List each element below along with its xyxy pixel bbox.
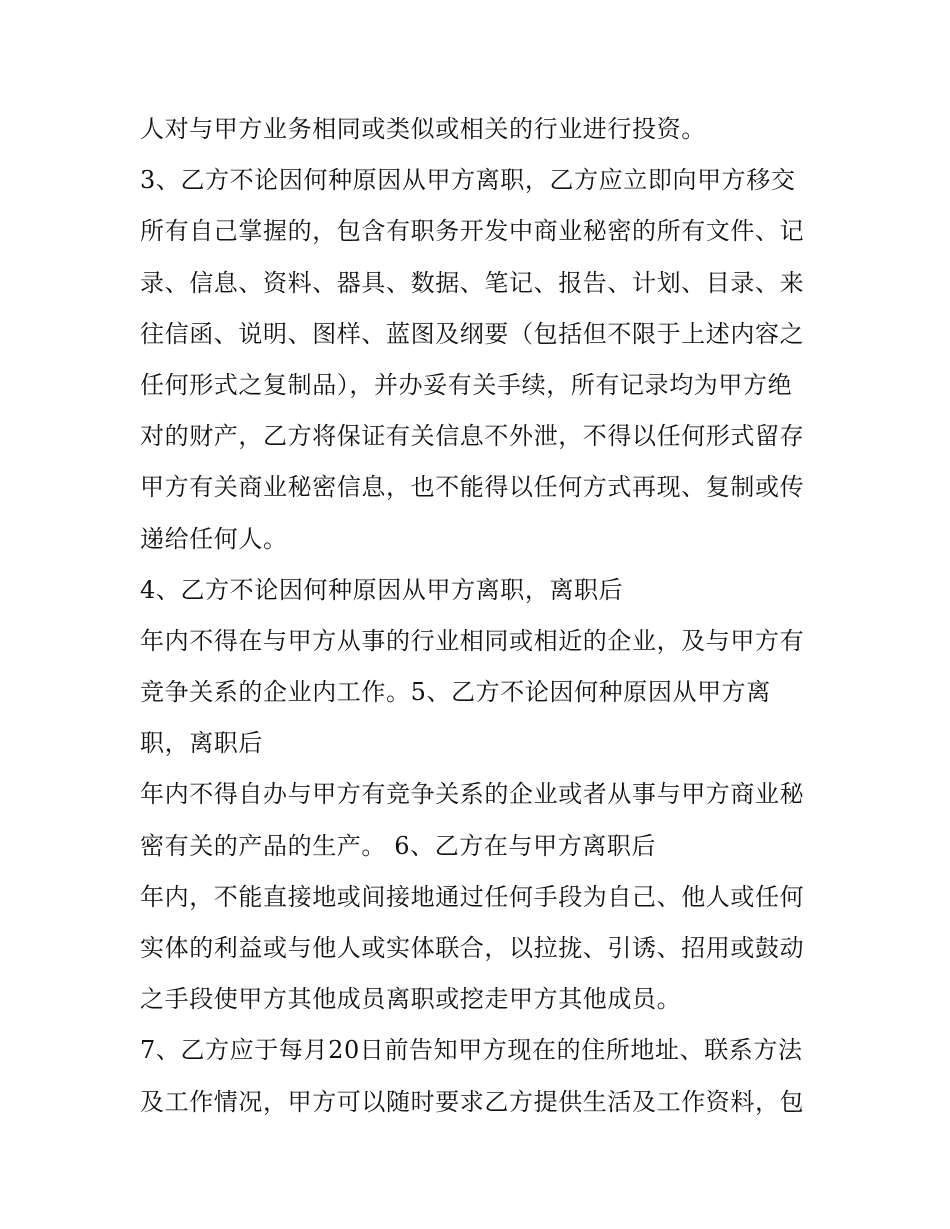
text-line: 竞争关系的企业内工作。5、乙方不论因何种原因从甲方离 <box>140 678 771 707</box>
text-line: 7、乙方应于每月20日前告知甲方现在的住所地址、联系方法 <box>140 1036 803 1065</box>
document-body <box>140 104 830 1128</box>
text-line: 之手段使甲方其他成员离职或挖走甲方其他成员。 <box>140 985 682 1014</box>
text-line: 4、乙方不论因何种原因从甲方离职，离职后 <box>140 575 624 604</box>
text-line: 对的财产，乙方将保证有关信息不外泄，不得以任何形式留存 <box>140 422 805 451</box>
text-line: 录、信息、资料、器具、数据、笔记、报告、计划、目录、来 <box>140 268 805 297</box>
text-line: 人对与甲方业务相同或类似或相关的行业进行投资。 <box>140 115 706 143</box>
text-line: 职，离职后 <box>140 729 263 758</box>
text-line: 密有关的产品的生产。 6、乙方在与甲方离职后 <box>140 831 657 860</box>
text-line: 年内不得自办与甲方有竞争关系的企业或者从事与甲方商业秘 <box>140 780 805 809</box>
text-line: 年内不得在与甲方从事的行业相同或相近的企业，及与甲方有 <box>140 626 805 655</box>
text-line: 甲方有关商业秘密信息，也不能得以任何方式再现、复制或传 <box>140 473 805 502</box>
text-line: 所有自己掌握的，包含有职务开发中商业秘密的所有文件、记 <box>140 217 805 246</box>
text-line: 及工作情况，甲方可以随时要求乙方提供生活及工作资料，包 <box>140 1087 805 1116</box>
text-line: 往信函、说明、图样、蓝图及纲要（包括但不限于上述内容之 <box>140 319 805 348</box>
text-line: 年内，不能直接地或间接地通过任何手段为自己、他人或任何 <box>140 882 805 911</box>
text-line: 实体的利益或与他人或实体联合，以拉拢、引诱、招用或鼓动 <box>140 934 805 962</box>
text-line: 任何形式之复制品），并办妥有关手续，所有记录均为甲方绝 <box>140 370 793 399</box>
text-line: 3、乙方不论因何种原因从甲方离职，乙方应立即向甲方移交 <box>140 166 796 195</box>
text-line: 递给任何人。 <box>140 524 288 553</box>
